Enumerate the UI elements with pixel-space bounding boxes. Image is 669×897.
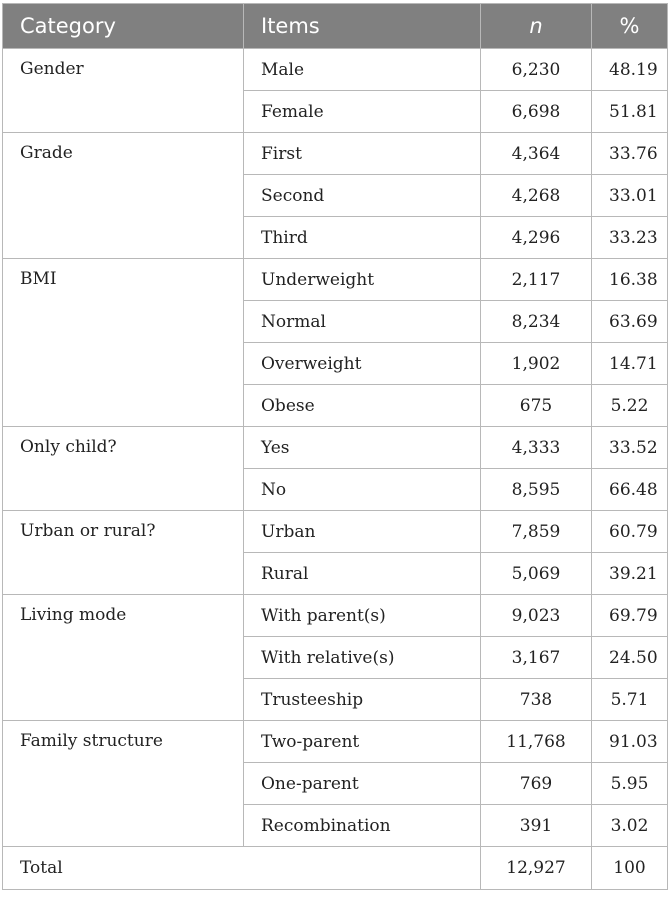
- item-cell: Overweight: [244, 343, 481, 385]
- item-cell: Female: [244, 91, 481, 133]
- count-cell: 7,859: [481, 511, 592, 553]
- table-header: [3, 4, 668, 49]
- count-cell: 5,069: [481, 553, 592, 595]
- percent-cell: 33.52: [592, 427, 668, 469]
- count-cell: 675: [481, 385, 592, 427]
- count-cell: 11,768: [481, 721, 592, 763]
- demographics-table: [2, 3, 668, 890]
- total-row: [3, 847, 668, 890]
- category-cell: Gender: [3, 49, 244, 133]
- total-label: Total: [3, 847, 481, 890]
- item-cell: Underweight: [244, 259, 481, 301]
- percent-cell: 33.76: [592, 133, 668, 175]
- count-cell: 3,167: [481, 637, 592, 679]
- item-cell: Second: [244, 175, 481, 217]
- item-cell: Male: [244, 49, 481, 91]
- count-cell: 2,117: [481, 259, 592, 301]
- total-percent: 100: [592, 847, 668, 890]
- count-cell: 391: [481, 805, 592, 847]
- item-cell: No: [244, 469, 481, 511]
- item-cell: Third: [244, 217, 481, 259]
- item-cell: Yes: [244, 427, 481, 469]
- count-cell: 6,698: [481, 91, 592, 133]
- item-cell: With parent(s): [244, 595, 481, 637]
- percent-cell: 48.19: [592, 49, 668, 91]
- category-cell: Only child?: [3, 427, 244, 511]
- table-row: [3, 427, 668, 469]
- percent-cell: 5.95: [592, 763, 668, 805]
- percent-cell: 14.71: [592, 343, 668, 385]
- item-cell: Rural: [244, 553, 481, 595]
- count-cell: 6,230: [481, 49, 592, 91]
- percent-cell: 33.23: [592, 217, 668, 259]
- category-cell: Family structure: [3, 721, 244, 847]
- table-row: [3, 49, 668, 91]
- percent-cell: 51.81: [592, 91, 668, 133]
- header-row: [3, 4, 668, 49]
- count-cell: 4,364: [481, 133, 592, 175]
- percent-cell: 66.48: [592, 469, 668, 511]
- percent-cell: 3.02: [592, 805, 668, 847]
- item-cell: Obese: [244, 385, 481, 427]
- header-n: n: [481, 4, 592, 49]
- table-row: [3, 511, 668, 553]
- item-cell: One-parent: [244, 763, 481, 805]
- item-cell: Trusteeship: [244, 679, 481, 721]
- count-cell: 4,268: [481, 175, 592, 217]
- count-cell: 1,902: [481, 343, 592, 385]
- header-category: Category: [3, 4, 244, 49]
- count-cell: 738: [481, 679, 592, 721]
- percent-cell: 60.79: [592, 511, 668, 553]
- item-cell: First: [244, 133, 481, 175]
- percent-cell: 33.01: [592, 175, 668, 217]
- count-cell: 769: [481, 763, 592, 805]
- table-row: [3, 259, 668, 301]
- percent-cell: 5.71: [592, 679, 668, 721]
- count-cell: 9,023: [481, 595, 592, 637]
- table-row: [3, 721, 668, 763]
- total-count: 12,927: [481, 847, 592, 890]
- item-cell: With relative(s): [244, 637, 481, 679]
- item-cell: Urban: [244, 511, 481, 553]
- item-cell: Two-parent: [244, 721, 481, 763]
- category-cell: Living mode: [3, 595, 244, 721]
- category-cell: BMI: [3, 259, 244, 427]
- item-cell: Recombination: [244, 805, 481, 847]
- count-cell: 8,234: [481, 301, 592, 343]
- percent-cell: 5.22: [592, 385, 668, 427]
- header-percent: %: [592, 4, 668, 49]
- category-cell: Grade: [3, 133, 244, 259]
- count-cell: 4,333: [481, 427, 592, 469]
- percent-cell: 69.79: [592, 595, 668, 637]
- percent-cell: 63.69: [592, 301, 668, 343]
- percent-cell: 91.03: [592, 721, 668, 763]
- item-cell: Normal: [244, 301, 481, 343]
- count-cell: 8,595: [481, 469, 592, 511]
- category-cell: Urban or rural?: [3, 511, 244, 595]
- percent-cell: 39.21: [592, 553, 668, 595]
- percent-cell: 16.38: [592, 259, 668, 301]
- header-items: Items: [244, 4, 481, 49]
- table-body: [3, 49, 668, 890]
- count-cell: 4,296: [481, 217, 592, 259]
- table-row: [3, 133, 668, 175]
- table-row: [3, 595, 668, 637]
- percent-cell: 24.50: [592, 637, 668, 679]
